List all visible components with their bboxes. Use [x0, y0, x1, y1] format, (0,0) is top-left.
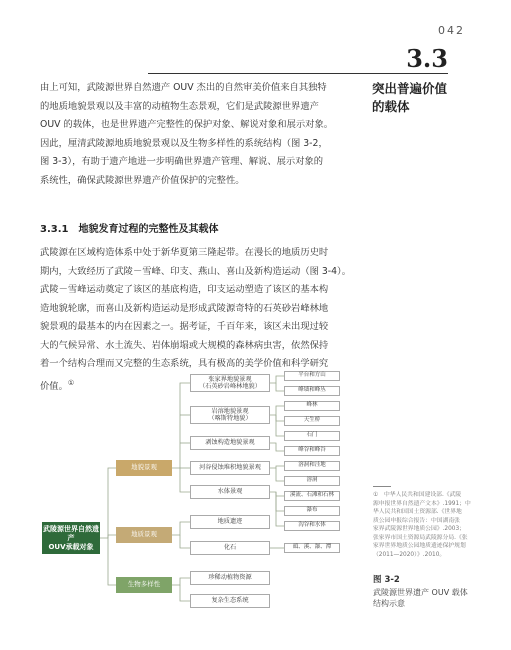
- subsection-heading: [40, 220, 218, 235]
- paragraph-line: 由上可知，武陵源世界自然遗产 OUV 杰出的自然审美价值来自其独特: [40, 82, 327, 93]
- bio-item: 珍稀动植物资源: [190, 571, 270, 585]
- leaf-item: 溶洞和洼地: [284, 461, 340, 471]
- section-rule: [148, 73, 448, 74]
- paragraph-line: 大的气候异常、水土流失、岩体崩塌或大规模的森林病虫害，依然保持: [40, 339, 329, 351]
- footnote-line: 家界武陵源世界地质公园》.2003；: [373, 526, 465, 532]
- subsection-number: 3.3.1: [40, 224, 69, 235]
- paragraph-line: 造地貌轮廓，而喜山及新构造运动是形成武陵源奇特的石英砂岩峰林地: [40, 302, 329, 314]
- geo-item: 水体景观: [190, 485, 270, 499]
- leaf-item: 天生桥: [284, 416, 340, 426]
- leaf-item: 瀑布: [284, 506, 340, 516]
- footnote-rule: [373, 486, 391, 487]
- side-heading-line: 突出普遍价值: [372, 81, 448, 96]
- paragraph-line: 武陵－雪峰运动奠定了该区的基底构造，印支运动塑造了该区的基本构: [40, 284, 329, 295]
- figure-label: 图 3-2: [373, 575, 400, 585]
- geo-item: 剥蚀构造地貌景观: [190, 436, 270, 450]
- geo-item-line: （喀斯特地貌）: [208, 415, 252, 422]
- paragraph-line: OUV 的载体，也是世界遗产完整性的保护对象、解说对象和展示对象。: [40, 119, 334, 130]
- leaf-item: 溶洞: [284, 476, 340, 486]
- footnote-line: （2011—2020）》.2010。: [373, 551, 446, 558]
- geo-item: 河谷侵蚀堆积地貌景观: [190, 461, 270, 475]
- paragraph-line-text: 价值。: [40, 380, 68, 392]
- leaf-item: 峰谷和峰谷: [284, 446, 340, 456]
- category-biodiversity: 生物多样性: [116, 577, 172, 593]
- leaf-item: 平台和方山: [284, 371, 340, 381]
- caption-line: 武陵源世界遗产 OUV 载体: [373, 588, 468, 597]
- geo-item-line: （石英砂岩峰林地貌）: [199, 383, 261, 390]
- geo-item-line: 岩溶地貌景观: [211, 407, 249, 415]
- footnote-line: 家界世界地质公园地质遗迹保护规划: [373, 543, 466, 549]
- geo-item: [190, 406, 270, 424]
- geology-item: 化石: [190, 541, 270, 555]
- leaf-item: 石门: [284, 431, 340, 441]
- geo-item-line: 张家界地貌景观: [208, 375, 252, 383]
- geology-item: 地质遗迹: [190, 515, 270, 529]
- paragraph-line: 武陵源在区域构造体系中处于新华夏第三隆起带。在漫长的地质历史时: [40, 247, 329, 258]
- leaf-item: 沟谷和水体: [284, 521, 340, 531]
- page-number: 042: [438, 24, 465, 37]
- category-landform: 地貌景观: [116, 460, 172, 476]
- footnote-line: 质公园申报综合报告：中国湖南张: [373, 517, 460, 524]
- section-number: 3.3: [406, 44, 448, 73]
- figure-caption: [373, 587, 493, 609]
- section-side-heading: [372, 80, 487, 116]
- ouv-structure-diagram: [38, 370, 358, 610]
- paragraph-line: 貌景观的最基本的内在因素之一。据考证，千百年来，该区未出现过较: [40, 321, 329, 332]
- geo-item: [190, 374, 270, 392]
- intro-paragraph: [40, 79, 360, 190]
- footnote-line: 华人民共和国国土资源部.《世界地: [373, 509, 462, 515]
- footnote-line: 源申报世界自然遗产文本》.1991；中: [373, 500, 471, 507]
- root-line: 武陵源世界自然遗产: [43, 524, 99, 542]
- subsection-title: 地貌发育过程的完整性及其载体: [78, 224, 219, 235]
- paragraph-line: 系统性，确保武陵源世界遗产价值保护的完整性。: [40, 174, 245, 186]
- caption-line: 结构示意: [373, 599, 405, 608]
- category-geology: 地质景观: [116, 527, 172, 543]
- leaf-item: 峰林: [284, 401, 340, 411]
- root-line: OUV承载对象: [48, 542, 94, 551]
- footnote-line: ① 中华人民共和国建设部.《武陵: [373, 492, 462, 498]
- fossil-leaf: 頭、溪、瀑、潭: [284, 543, 340, 553]
- footnote-line: 张家界市国土资源局武陵源分局.《张: [373, 534, 468, 541]
- footnote: [373, 491, 493, 559]
- side-heading-line: 的载体: [372, 99, 410, 114]
- paragraph-line: 的地质地貌景观以及丰富的动植物生态景观，它们是武陵源世界遗产: [40, 100, 319, 112]
- diagram-root-node: [42, 522, 100, 554]
- leaf-item: 溪流、石滩和石林: [284, 491, 340, 501]
- paragraph-line: 图 3-3），有助于遗产地进一步明确世界遗产管理、解说、展示对象的: [40, 156, 324, 167]
- paragraph-line: 因此，厘清武陵源地质地貌景观以及生物多样性的系统结构（图 3-2，: [40, 137, 328, 149]
- footnote-mark: ①: [67, 378, 75, 387]
- paragraph-line: 着一个结构合理而又完整的生态系统，具有极高的美学价值和科学研究: [40, 358, 329, 369]
- paragraph-line: 期内，大致经历了武陵－雪峰、印支、燕山、喜山及新构造运动（图 3-4）。: [40, 265, 351, 277]
- bio-item: 复杂生态系统: [190, 594, 270, 608]
- leaf-item: 峰墙和峰丛: [284, 386, 340, 396]
